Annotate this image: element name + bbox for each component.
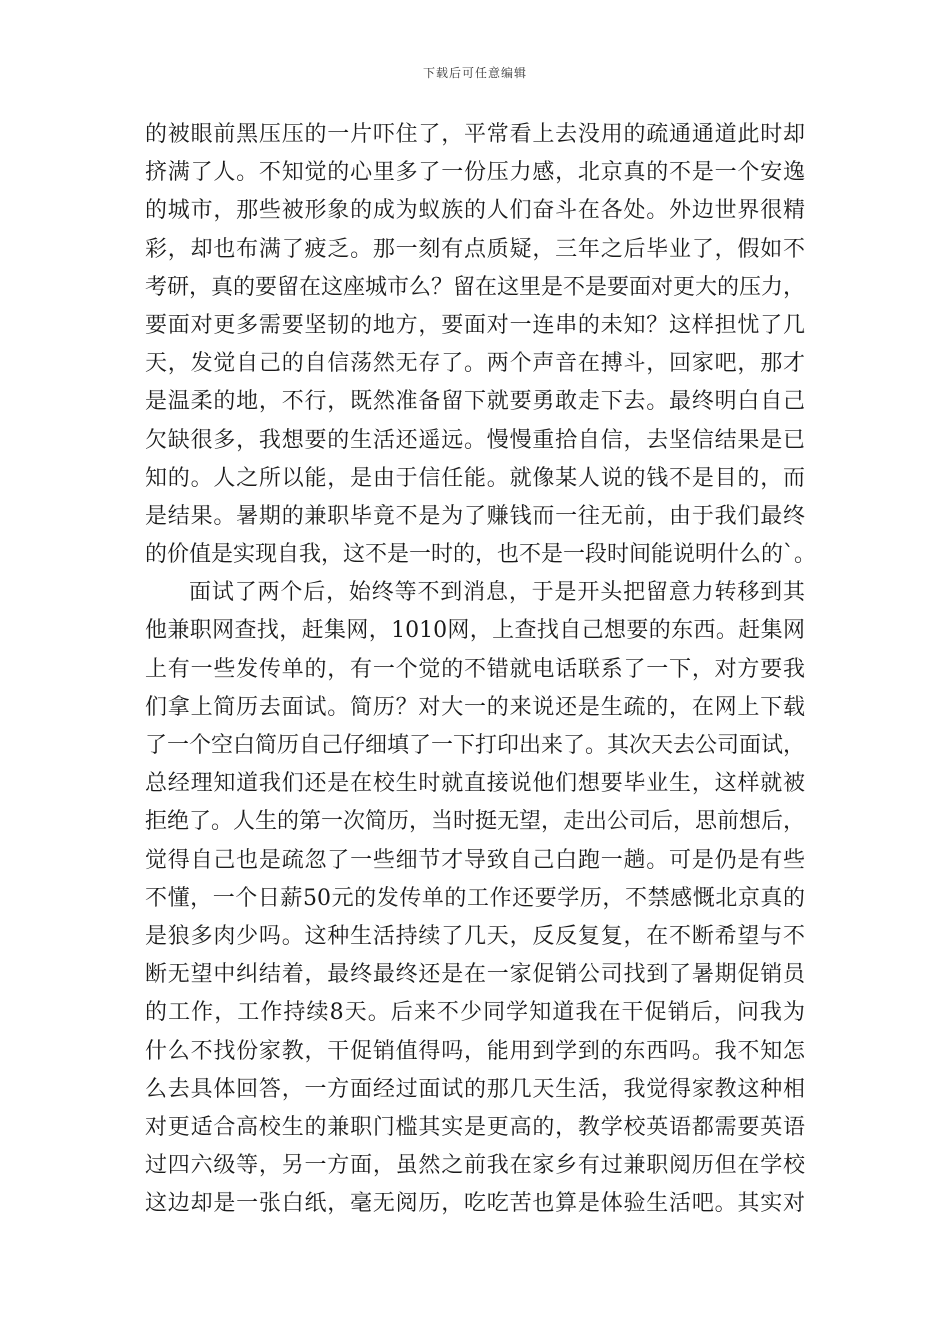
text-line: 过四六级等，另一方面，虽然之前我在家乡有过兼职阅历但在学校 [145,1153,805,1179]
text-line: 面试了两个后，始终等不到消息，于是开头把留意力转移到其 [189,580,805,606]
text-line: 要面对更多需要坚韧的地方，要面对一连串的未知？这样担忧了几 [145,312,805,338]
text-line: 觉得自己也是疏忽了一些细节才导致自己白跑一趟。可是仍是有些 [145,847,805,873]
text-line: 是温柔的地，不行，既然准备留下就要勇敢走下去。最终明白自己 [145,389,805,415]
text-line: 什么不找份家教，干促销值得吗，能用到学到的东西吗。我不知怎 [145,1038,805,1064]
text-line: 上有一些发传单的，有一个觉的不错就电话联系了一下，对方要我 [145,656,805,682]
text-line: 这边却是一张白纸，毫无阅历，吃吃苦也算是体验生活吧。其实对 [145,1191,805,1217]
text-line: 么去具体回答，一方面经过面试的那几天生活，我觉得家教这种相 [145,1076,805,1102]
text-line: 欠缺很多，我想要的生活还遥远。慢慢重拾自信，去坚信结果是已 [145,427,805,453]
text-line: 拒绝了。人生的第一次简历，当时挺无望，走出公司后，思前想后， [145,809,806,835]
text-line: 总经理知道我们还是在校生时就直接说他们想要毕业生，这样就被 [145,771,805,797]
text-line: 挤满了人。不知觉的心里多了一份压力感，北京真的不是一个安逸 [145,160,805,186]
text-line: 的价值是实现自我，这不是一时的，也不是一段时间能说明什么的`。 [145,542,817,568]
text-line: 们拿上简历去面试。简历？对大一的来说还是生疏的，在网上下载 [145,694,805,720]
text-line: 是狼多肉少吗。这种生活持续了几天，反反复复，在不断希望与不 [145,923,805,949]
text-line: 断无望中纠结着，最终最终还是在一家促销公司找到了暑期促销员 [145,962,805,988]
paragraph [145,574,805,1223]
text-line: 的工作，工作持续8天。后来不少同学知道我在干促销后，问我为 [145,1000,805,1026]
text-line: 了一个空白简历自己仔细填了一下打印出来了。其次天去公司面试， [145,733,806,758]
text-line: 不懂，一个日薪50元的发传单的工作还要学历，不禁感慨北京真的 [145,885,805,911]
document-body [145,116,817,1223]
text-line: 知的。人之所以能，是由于信任能。就像某人说的钱不是目的，而 [145,465,805,491]
text-line: 天，发觉自己的自信荡然无存了。两个声音在搏斗，回家吧，那才 [145,351,805,377]
text-line: 是结果。暑期的兼职毕竟不是为了赚钱而一往无前，由于我们最终 [145,503,805,529]
text-line: 对更适合高校生的兼职门槛其实是更高的，教学校英语都需要英语 [145,1114,805,1140]
page-header: 下载后可任意编辑 [422,66,527,80]
text-line: 彩，却也布满了疲乏。那一刻有点质疑，三年之后毕业了，假如不 [145,236,805,262]
paragraph [145,116,817,574]
text-line: 的被眼前黑压压的一片吓住了，平常看上去没用的疏通通道此时却 [145,122,805,147]
text-line: 的城市，那些被形象的成为蚁族的人们奋斗在各处。外边世界很精 [145,198,805,224]
text-line: 他兼职网查找，赶集网，1010网，上查找自己想要的东西。赶集网 [145,618,805,644]
text-line: 考研，真的要留在这座城市么？留在这里是不是要面对更大的压力， [145,274,806,300]
